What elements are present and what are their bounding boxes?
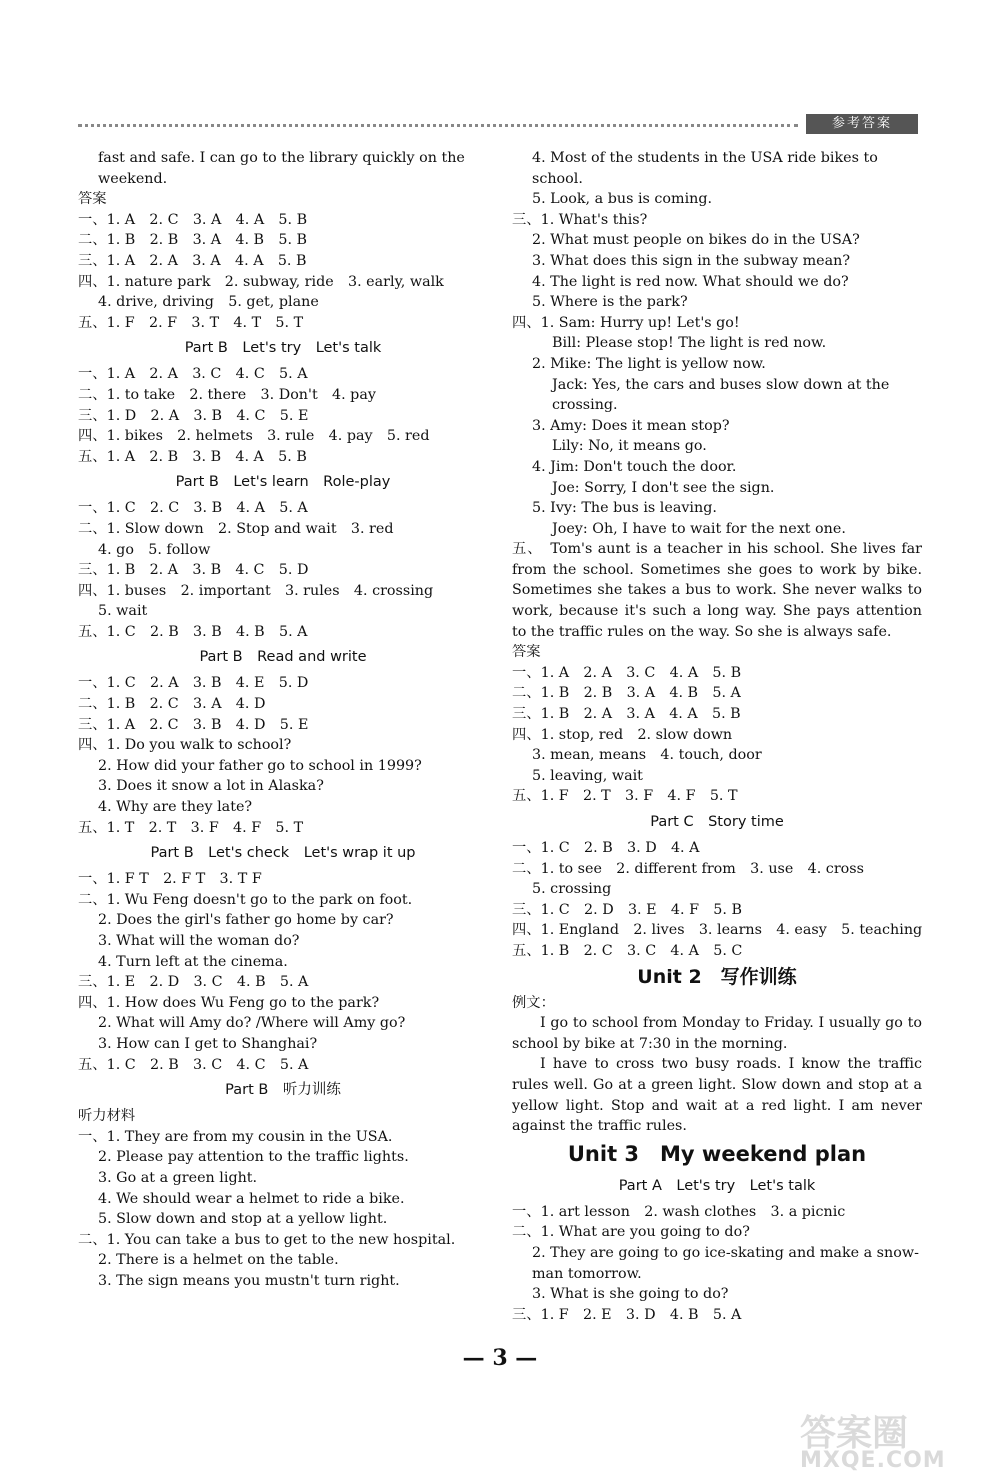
- text-line: 五、1. A 2. B 3. B 4. A 5. B: [78, 448, 307, 465]
- text-line: 四、1. bikes 2. helmets 3. rule 4. pay 5. red: [78, 428, 430, 445]
- text-line: 4. Most of the students in the USA ride bikes to: [532, 150, 878, 166]
- text-line: 2. What will Amy do? /Where will Amy go?: [98, 1015, 406, 1032]
- text-line: 五、1. T 2. T 3. F 4. F 5. T: [78, 819, 304, 836]
- text-line: Joey: Oh, I have to wait for the next one.: [552, 520, 846, 537]
- unit3-title: Unit 3 My weekend plan: [567, 1141, 867, 1166]
- text-line: 答案: [512, 644, 541, 661]
- text-line: school.: [532, 170, 583, 187]
- text-line: 五、1. F 2. F 3. T 4. T 5. T: [78, 314, 304, 331]
- text-line: 五、1. C 2. B 3. C 4. C 5. A: [78, 1056, 309, 1073]
- text-line: 二、1. What are you going to do?: [512, 1224, 750, 1241]
- text-line: 一、1. F T 2. F T 3. T F: [78, 871, 262, 888]
- text-line: 2. There is a helmet on the table.: [98, 1252, 339, 1269]
- text-line: 三、1. E 2. D 3. C 4. B 5. A: [78, 974, 309, 991]
- text-line: 3. The sign means you mustn't turn right.: [98, 1272, 400, 1289]
- text-line: 一、1. A 2. A 3. C 4. C 5. A: [78, 366, 308, 383]
- text-line: 三、1. B 2. A 3. B 4. C 5. D: [78, 562, 309, 579]
- text-line: 5. leaving, wait: [532, 767, 643, 784]
- text-line: 4. We should wear a helmet to ride a bike.: [98, 1190, 405, 1207]
- text-line: 2. How did your father go to school in 1999?: [98, 757, 422, 774]
- text-line: fast and safe. I can go to the library quickly on the: [98, 150, 465, 166]
- right-mid-lines: [512, 642, 922, 1013]
- text-line: 3. What is she going to do?: [532, 1286, 729, 1303]
- text-line: 5. Ivy: The bus is leaving.: [532, 500, 717, 517]
- watermark-logo: [800, 1405, 990, 1473]
- text-line: 二、1. Wu Feng doesn't go to the park on foot.: [78, 891, 413, 908]
- text-line: 3. mean, means 4. touch, door: [532, 747, 762, 764]
- text-line: 一、1. C 2. C 3. B 4. A 5. A: [78, 500, 308, 517]
- text-line: 4. The light is red now. What should we do?: [532, 273, 849, 290]
- section-heading: Part B Read and write: [199, 649, 367, 666]
- text-line: 3. How can I get to Shanghai?: [98, 1035, 318, 1052]
- text-line: 答案: [78, 191, 107, 208]
- page-number: — 3 —: [462, 1345, 538, 1371]
- text-line: 二、1. B 2. B 3. A 4. B 5. A: [512, 685, 741, 702]
- text-line: 一、1. A 2. C 3. A 4. A 5. B: [78, 211, 308, 228]
- text-line: 二、1. B 2. C 3. A 4. D: [78, 696, 266, 713]
- text-line: 2. Please pay attention to the traffic lights.: [98, 1149, 409, 1166]
- text-line: weekend.: [98, 170, 168, 187]
- text-line: 5. Look, a bus is coming.: [532, 191, 713, 208]
- right-bottom-lines: [512, 1202, 922, 1326]
- text-line: 五、1. C 2. B 3. B 4. B 5. A: [78, 623, 308, 640]
- text-line: 三、1. What's this?: [512, 211, 648, 228]
- text-line: 三、1. C 2. D 3. E 4. F 5. B: [512, 901, 742, 918]
- text-line: 5. Slow down and stop at a yellow light.: [98, 1211, 388, 1228]
- text-line: 4. drive, driving 5. get, plane: [98, 294, 319, 311]
- text-line: 一、1. A 2. A 3. C 4. A 5. B: [512, 664, 742, 681]
- text-line: 四、1. How does Wu Feng go to the park?: [78, 994, 380, 1011]
- watermark-url: MXQE.COM: [800, 1448, 946, 1473]
- text-line: 一、1. They are from my cousin in the USA.: [78, 1128, 393, 1145]
- right-top-lines: [512, 148, 922, 539]
- text-line: 2. Does the girl's father go home by car?: [98, 912, 394, 929]
- dotted-rule: [78, 124, 798, 127]
- text-line: 4. go 5. follow: [98, 541, 211, 558]
- text-line: 4. Jim: Don't touch the door.: [532, 458, 737, 475]
- unit3-subtitle: Part A Let's try Let's talk: [618, 1177, 816, 1194]
- text-line: 二、1. to take 2. there 3. Don't 4. pay: [78, 386, 376, 403]
- text-line: 五、1. F 2. T 3. F 4. F 5. T: [512, 788, 738, 805]
- text-line: 5. Where is the park?: [532, 294, 688, 311]
- text-line: 三、1. D 2. A 3. B 4. C 5. E: [78, 407, 309, 424]
- text-line: Bill: Please stop! The light is red now.: [552, 335, 827, 352]
- text-line: 四、1. stop, red 2. slow down: [512, 726, 733, 743]
- text-line: 四、1. Sam: Hurry up! Let's go!: [512, 314, 740, 331]
- text-line: 2. What must people on bikes do in the USA?: [532, 232, 860, 249]
- text-line: 二、1. Slow down 2. Stop and wait 3. red: [78, 520, 394, 537]
- text-line: 二、1. to see 2. different from 3. use 4. cross: [512, 860, 864, 877]
- text-line: 例文：: [512, 994, 555, 1011]
- text-line: man tomorrow.: [532, 1265, 642, 1282]
- text-line: 4. Turn left at the cinema.: [98, 953, 288, 970]
- reading-passage: 五、 Tom's aunt is a teacher in his school. She lives far from the school. Sometimes she goes to work by bike. Sometimes she takes a bus to work. She never walks to work, because it's such a long way. She pays attention to the traffic rules on the way. So she is always safe.: [512, 541, 922, 640]
- text-line: 一、1. C 2. A 3. B 4. E 5. D: [78, 675, 309, 692]
- text-line: 三、1. F 2. E 3. D 4. B 5. A: [512, 1306, 742, 1323]
- left-column: [78, 148, 488, 1292]
- text-line: Jack: Yes, the cars and buses slow down at the: [552, 376, 890, 393]
- text-line: Lily: No, it means go.: [552, 438, 707, 455]
- text-line: 5. wait: [98, 603, 148, 620]
- text-line: 四、1. buses 2. important 3. rules 4. crossing: [78, 582, 434, 599]
- text-line: 4. Why are they late?: [98, 799, 253, 816]
- text-line: 3. Does it snow a lot in Alaska?: [98, 778, 324, 795]
- text-line: 听力材料: [78, 1108, 136, 1125]
- text-line: 五、1. B 2. C 3. C 4. A 5. C: [512, 942, 743, 959]
- text-line: 四、1. England 2. lives 3. learns 4. easy 5. teaching: [512, 922, 923, 939]
- essay-paragraph-2: I have to cross two busy roads. I know the traffic rules well. Go at a green light. Slow down and stop at a yellow light. Stop and wait at a red light. I am never against the traffic rules.: [512, 1056, 922, 1135]
- watermark-text: 答案圈: [800, 1413, 909, 1454]
- text-line: 四、1. Do you walk to school?: [78, 737, 292, 754]
- text-line: 三、1. B 2. A 3. A 4. A 5. B: [512, 706, 741, 723]
- section-heading: Part B Let's check Let's wrap it up: [150, 845, 416, 862]
- section-heading: Unit 2 写作训练: [637, 965, 797, 988]
- text-line: crossing.: [552, 397, 618, 414]
- text-line: 3. Amy: Does it mean stop?: [532, 417, 730, 434]
- text-line: 2. Mike: The light is yellow now.: [532, 355, 766, 372]
- text-line: 5. crossing: [532, 881, 612, 898]
- text-line: 二、1. B 2. B 3. A 4. B 5. B: [78, 232, 308, 249]
- answer-key-badge: 参考答案: [806, 114, 918, 134]
- section-heading: Part B 听力训练: [225, 1082, 341, 1099]
- text-line: 三、1. A 2. A 3. A 4. A 5. B: [78, 252, 307, 269]
- text-line: 一、1. C 2. B 3. D 4. A: [512, 840, 700, 856]
- text-line: 四、1. nature park 2. subway, ride 3. early, walk: [78, 273, 444, 290]
- text-line: 3. What does this sign in the subway mean?: [532, 252, 851, 269]
- essay-paragraph-1: I go to school from Monday to Friday. I usually go to school by bike at 7:30 in the morning.: [512, 1015, 922, 1052]
- section-heading: Part C Story time: [650, 814, 784, 830]
- text-line: 三、1. A 2. C 3. B 4. D 5. E: [78, 716, 309, 733]
- section-heading: Part B Let's learn Role-play: [175, 474, 391, 491]
- right-column: [512, 148, 922, 1325]
- text-line: 3. Go at a green light.: [98, 1169, 258, 1186]
- section-heading: Part B Let's try Let's talk: [184, 340, 382, 357]
- text-line: 一、1. art lesson 2. wash clothes 3. a picnic: [512, 1203, 846, 1220]
- text-line: 2. They are going to go ice-skating and make a snow-: [532, 1244, 919, 1261]
- text-line: 3. What will the woman do?: [98, 933, 300, 949]
- text-line: 二、1. You can take a bus to get to the new hospital.: [78, 1231, 456, 1248]
- text-line: Joe: Sorry, I don't see the sign.: [552, 479, 775, 496]
- header-bar: [78, 118, 918, 132]
